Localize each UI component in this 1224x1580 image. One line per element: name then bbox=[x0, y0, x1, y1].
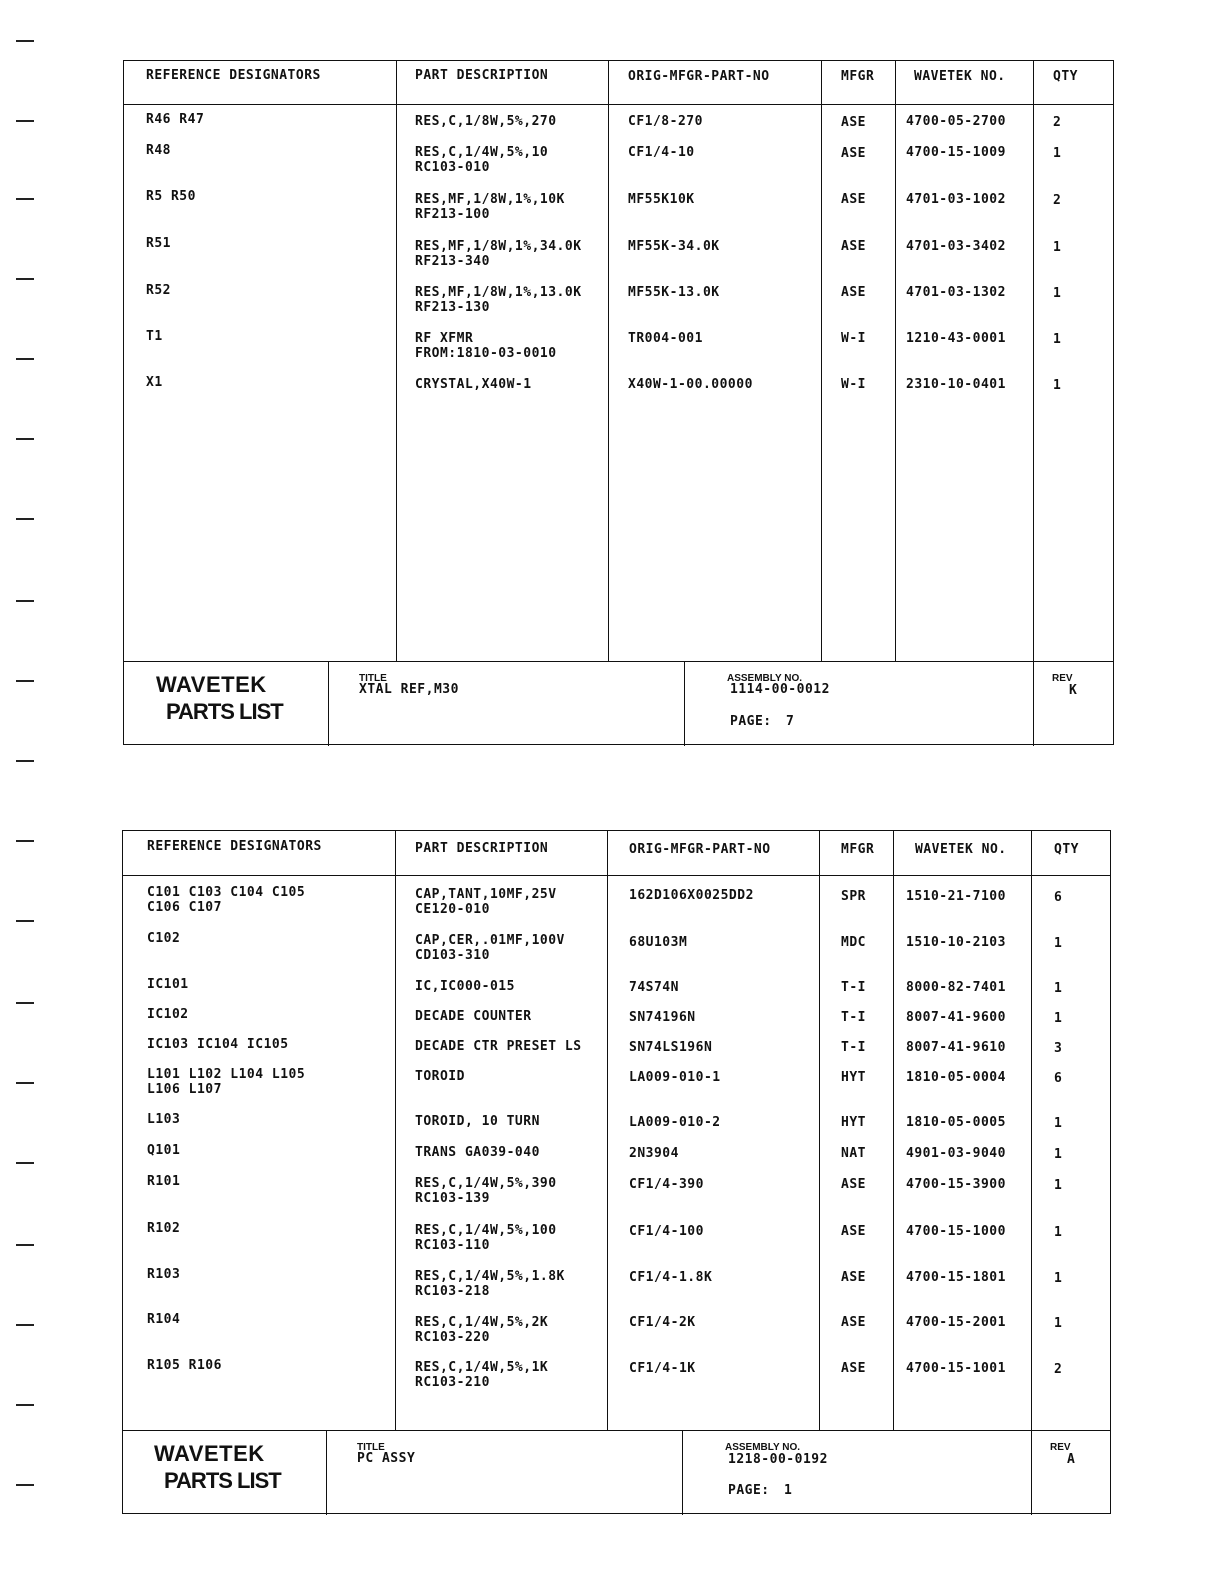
qty: 1 bbox=[1054, 1147, 1063, 1162]
qty: 2 bbox=[1053, 115, 1062, 130]
orig-part-no: MF55K-34.0K bbox=[628, 239, 720, 254]
part-description: DECADE CTR PRESET LS bbox=[415, 1039, 582, 1054]
mfgr: HYT bbox=[841, 1070, 866, 1085]
orig-part-no: 68U103M bbox=[629, 935, 688, 950]
ref-designator: L101 L102 L104 L105 L106 L107 bbox=[147, 1067, 306, 1097]
header-wavetek-no: WAVETEK NO. bbox=[915, 842, 1007, 857]
parts-list-label: PARTS LIST bbox=[166, 699, 283, 724]
orig-part-no: MF55K10K bbox=[628, 192, 695, 207]
page-label: PAGE: bbox=[730, 714, 772, 729]
wavetek-no: 8000-82-7401 bbox=[906, 980, 1006, 995]
part-description: DECADE COUNTER bbox=[415, 1009, 532, 1024]
wavetek-no: 2310-10-0401 bbox=[906, 377, 1006, 392]
wavetek-no: 1510-21-7100 bbox=[906, 889, 1006, 904]
ref-designator: Q101 bbox=[147, 1143, 181, 1158]
mfgr: ASE bbox=[841, 239, 866, 254]
part-description: RES,C,1/4W,5%,390 RC103-139 bbox=[415, 1176, 557, 1206]
mfgr: SPR bbox=[841, 889, 866, 904]
wavetek-no: 1210-43-0001 bbox=[906, 331, 1006, 346]
wavetek-no: 8007-41-9600 bbox=[906, 1010, 1006, 1025]
wavetek-no: 4700-15-2001 bbox=[906, 1315, 1006, 1330]
ref-designator: L103 bbox=[147, 1112, 181, 1127]
wavetek-no: 1810-05-0005 bbox=[906, 1115, 1006, 1130]
orig-part-no: CF1/4-390 bbox=[629, 1177, 704, 1192]
mfgr: ASE bbox=[841, 1361, 866, 1376]
header-orig-mfgr-part-no: ORIG-MFGR-PART-NO bbox=[629, 842, 771, 857]
page-number: 7 bbox=[786, 714, 795, 729]
ref-designator: R105 R106 bbox=[147, 1358, 222, 1373]
document-title: XTAL REF,M30 bbox=[359, 682, 459, 697]
assembly-label: ASSEMBLY NO. bbox=[727, 673, 803, 684]
header-orig-mfgr-part-no: ORIG-MFGR-PART-NO bbox=[628, 69, 770, 84]
orig-part-no: 74S74N bbox=[629, 980, 679, 995]
mfgr: ASE bbox=[841, 146, 866, 161]
ref-designator: R103 bbox=[147, 1267, 181, 1282]
wavetek-no: 1510-10-2103 bbox=[906, 935, 1006, 950]
orig-part-no: 162D106X0025DD2 bbox=[629, 888, 754, 903]
orig-part-no: MF55K-13.0K bbox=[628, 285, 720, 300]
parts-list-sheet-1 bbox=[123, 60, 1114, 745]
qty: 1 bbox=[1054, 1011, 1063, 1026]
wavetek-no: 4901-03-9040 bbox=[906, 1146, 1006, 1161]
qty: 6 bbox=[1054, 890, 1063, 905]
ref-designator: T1 bbox=[146, 329, 163, 344]
qty: 1 bbox=[1054, 1225, 1063, 1240]
header-part-description: PART DESCRIPTION bbox=[415, 841, 549, 856]
mfgr: ASE bbox=[841, 1177, 866, 1192]
orig-part-no: SN74LS196N bbox=[629, 1040, 713, 1055]
mfgr: T-I bbox=[841, 1010, 866, 1025]
mfgr: NAT bbox=[841, 1146, 866, 1161]
header-part-description: PART DESCRIPTION bbox=[415, 68, 549, 83]
parts-list-sheet-2 bbox=[122, 830, 1111, 1514]
qty: 1 bbox=[1054, 1116, 1063, 1131]
assembly-number: 1218-00-0192 bbox=[728, 1452, 828, 1467]
part-description: TRANS GA039-040 bbox=[415, 1145, 540, 1160]
qty: 1 bbox=[1054, 1316, 1063, 1331]
qty: 3 bbox=[1054, 1041, 1063, 1056]
rev-value: K bbox=[1069, 683, 1078, 698]
ref-designator: R5 R50 bbox=[146, 189, 196, 204]
part-description: TOROID, 10 TURN bbox=[415, 1114, 540, 1129]
qty: 1 bbox=[1054, 1178, 1063, 1193]
orig-part-no: CF1/4-100 bbox=[629, 1224, 704, 1239]
ref-designator: R51 bbox=[146, 236, 171, 251]
mfgr: HYT bbox=[841, 1115, 866, 1130]
header-reference-designators: REFERENCE DESIGNATORS bbox=[146, 68, 321, 83]
wavetek-no: 1810-05-0004 bbox=[906, 1070, 1006, 1085]
rev-label: REV bbox=[1050, 1442, 1071, 1453]
orig-part-no: 2N3904 bbox=[629, 1146, 679, 1161]
orig-part-no: CF1/4-10 bbox=[628, 145, 695, 160]
part-description: IC,IC000-015 bbox=[415, 979, 515, 994]
header-reference-designators: REFERENCE DESIGNATORS bbox=[147, 839, 322, 854]
mfgr: W-I bbox=[841, 331, 866, 346]
mfgr: ASE bbox=[841, 192, 866, 207]
part-description: RES,MF,1/8W,1%,10K RF213-100 bbox=[415, 192, 565, 222]
wavetek-no: 4701-03-1002 bbox=[906, 192, 1006, 207]
wavetek-no: 4700-15-1801 bbox=[906, 1270, 1006, 1285]
wavetek-no: 4700-15-1000 bbox=[906, 1224, 1006, 1239]
parts-list-label: PARTS LIST bbox=[164, 1468, 281, 1493]
ref-designator: IC101 bbox=[147, 977, 189, 992]
qty: 1 bbox=[1054, 981, 1063, 996]
page-label: PAGE: bbox=[728, 1483, 770, 1498]
page-number: 1 bbox=[784, 1483, 793, 1498]
qty: 1 bbox=[1053, 332, 1062, 347]
ref-designator: X1 bbox=[146, 375, 163, 390]
qty: 2 bbox=[1053, 193, 1062, 208]
part-description: RES,C,1/4W,5%,2K RC103-220 bbox=[415, 1315, 549, 1345]
orig-part-no: X40W-1-00.00000 bbox=[628, 377, 753, 392]
orig-part-no: CF1/4-1.8K bbox=[629, 1270, 713, 1285]
orig-part-no: CF1/4-2K bbox=[629, 1315, 696, 1330]
orig-part-no: TR004-001 bbox=[628, 331, 703, 346]
qty: 6 bbox=[1054, 1071, 1063, 1086]
orig-part-no: LA009-010-2 bbox=[629, 1115, 721, 1130]
qty: 1 bbox=[1054, 1271, 1063, 1286]
orig-part-no: LA009-010-1 bbox=[629, 1070, 721, 1085]
wavetek-no: 4701-03-3402 bbox=[906, 239, 1006, 254]
ref-designator: R104 bbox=[147, 1312, 181, 1327]
ref-designator: C102 bbox=[147, 931, 181, 946]
mfgr: ASE bbox=[841, 285, 866, 300]
rev-value: A bbox=[1067, 1452, 1076, 1467]
qty: 1 bbox=[1054, 936, 1063, 951]
wavetek-logo: WAVETEK bbox=[154, 1441, 265, 1466]
wavetek-no: 4700-15-3900 bbox=[906, 1177, 1006, 1192]
orig-part-no: CF1/4-1K bbox=[629, 1361, 696, 1376]
mfgr: T-I bbox=[841, 1040, 866, 1055]
mfgr: MDC bbox=[841, 935, 866, 950]
part-description: RES,C,1/4W,5%,1K RC103-210 bbox=[415, 1360, 549, 1390]
header-mfgr: MFGR bbox=[841, 842, 875, 857]
title-label: TITLE bbox=[357, 1442, 385, 1453]
wavetek-logo: WAVETEK bbox=[156, 672, 267, 697]
orig-part-no: CF1/8-270 bbox=[628, 114, 703, 129]
part-description: CAP,CER,.01MF,100V CD103-310 bbox=[415, 933, 565, 963]
header-qty: QTY bbox=[1054, 842, 1079, 857]
part-description: RES,C,1/4W,5%,100 RC103-110 bbox=[415, 1223, 557, 1253]
title-label: TITLE bbox=[359, 673, 387, 684]
part-description: RES,C,1/8W,5%,270 bbox=[415, 114, 557, 129]
assembly-label: ASSEMBLY NO. bbox=[725, 1442, 801, 1453]
part-description: CAP,TANT,10MF,25V CE120-010 bbox=[415, 887, 557, 917]
ref-designator: IC102 bbox=[147, 1007, 189, 1022]
header-mfgr: MFGR bbox=[841, 69, 875, 84]
part-description: RF XFMR FROM:1810-03-0010 bbox=[415, 331, 557, 361]
rev-label: REV bbox=[1052, 673, 1073, 684]
part-description: RES,MF,1/8W,1%,13.0K RF213-130 bbox=[415, 285, 582, 315]
header-wavetek-no: WAVETEK NO. bbox=[914, 69, 1006, 84]
header-qty: QTY bbox=[1053, 69, 1078, 84]
qty: 1 bbox=[1053, 378, 1062, 393]
ref-designator: C101 C103 C104 C105 C106 C107 bbox=[147, 885, 306, 915]
qty: 1 bbox=[1053, 286, 1062, 301]
wavetek-no: 8007-41-9610 bbox=[906, 1040, 1006, 1055]
mfgr: ASE bbox=[841, 1224, 866, 1239]
qty: 2 bbox=[1054, 1362, 1063, 1377]
wavetek-no: 4701-03-1302 bbox=[906, 285, 1006, 300]
part-description: RES,C,1/4W,5%,10 RC103-010 bbox=[415, 145, 549, 175]
ref-designator: R46 R47 bbox=[146, 112, 205, 127]
ref-designator: R48 bbox=[146, 143, 171, 158]
mfgr: T-I bbox=[841, 980, 866, 995]
orig-part-no: SN74196N bbox=[629, 1010, 696, 1025]
mfgr: ASE bbox=[841, 115, 866, 130]
wavetek-no: 4700-15-1001 bbox=[906, 1361, 1006, 1376]
part-description: RES,MF,1/8W,1%,34.0K RF213-340 bbox=[415, 239, 582, 269]
ref-designator: IC103 IC104 IC105 bbox=[147, 1037, 289, 1052]
ref-designator: R52 bbox=[146, 283, 171, 298]
mfgr: ASE bbox=[841, 1270, 866, 1285]
ref-designator: R102 bbox=[147, 1221, 181, 1236]
qty: 1 bbox=[1053, 146, 1062, 161]
document-title: PC ASSY bbox=[357, 1451, 416, 1466]
assembly-number: 1114-00-0012 bbox=[730, 682, 830, 697]
part-description: RES,C,1/4W,5%,1.8K RC103-218 bbox=[415, 1269, 565, 1299]
wavetek-no: 4700-05-2700 bbox=[906, 114, 1006, 129]
qty: 1 bbox=[1053, 240, 1062, 255]
ref-designator: R101 bbox=[147, 1174, 181, 1189]
part-description: TOROID bbox=[415, 1069, 465, 1084]
mfgr: ASE bbox=[841, 1315, 866, 1330]
wavetek-no: 4700-15-1009 bbox=[906, 145, 1006, 160]
mfgr: W-I bbox=[841, 377, 866, 392]
part-description: CRYSTAL,X40W-1 bbox=[415, 377, 532, 392]
